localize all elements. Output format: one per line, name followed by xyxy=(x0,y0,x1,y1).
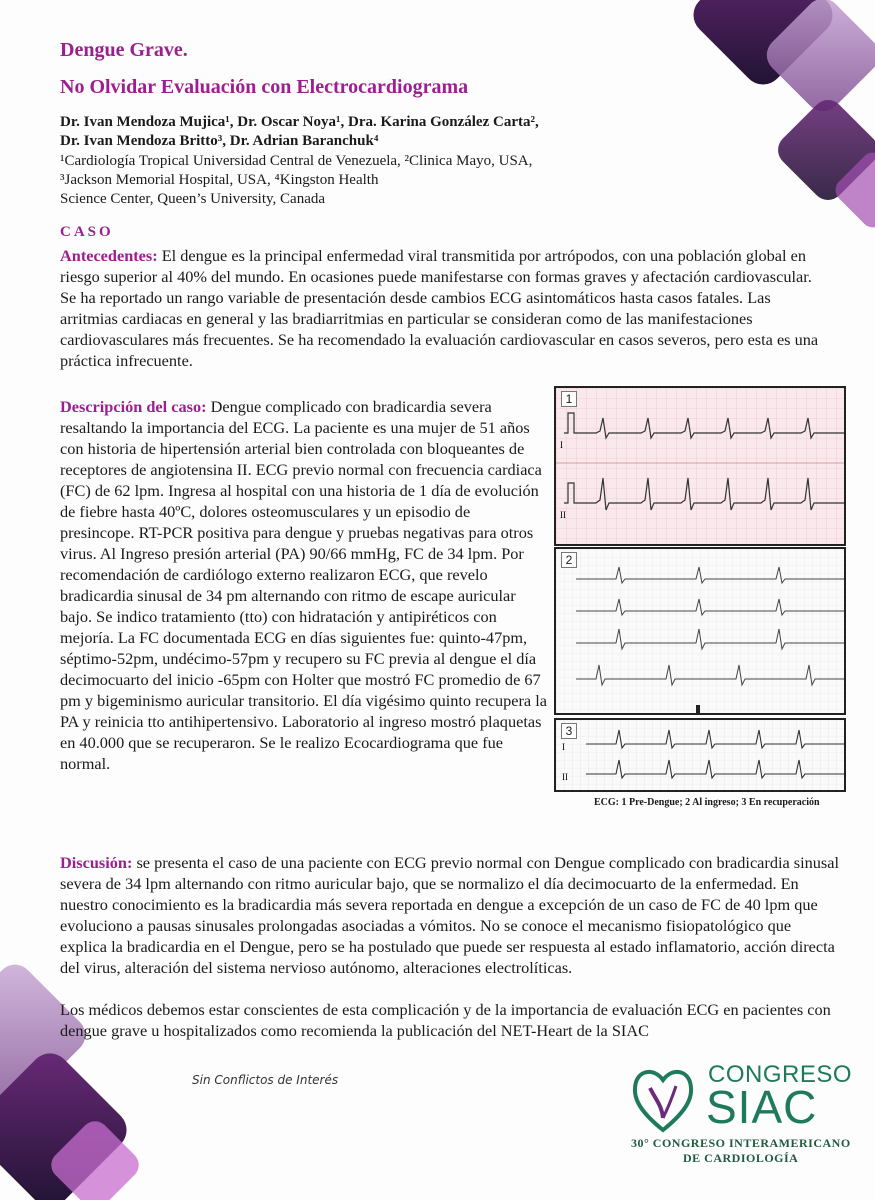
affiliation-line: ³Jackson Memorial Hospital, USA, ⁴Kingston Health xyxy=(60,172,379,188)
section-heading-caso: CASO xyxy=(60,224,114,240)
affiliation-line: ¹Cardiología Tropical Universidad Central de Venezuela, ²Clinica Mayo, USA, xyxy=(60,153,533,169)
discusion-label: Discusión: xyxy=(60,853,133,872)
poster-title: Dengue Grave. xyxy=(60,39,188,61)
logo-siac-text: SIAC xyxy=(706,1081,818,1133)
decorative-corner-top-right xyxy=(668,0,875,240)
ecg-panel-pre-dengue xyxy=(554,386,846,546)
ecg-lead-label: I xyxy=(562,742,565,752)
ecg-trace-ingreso xyxy=(556,549,844,713)
descripcion-label: Descripción del caso: xyxy=(60,397,207,416)
congreso-siac-logo xyxy=(628,1058,853,1168)
ecg-panel-number: 1 xyxy=(561,391,577,407)
logo-congreso-text: CONGRESO xyxy=(708,1061,853,1088)
ecg-lead-label: II xyxy=(560,510,566,520)
ecg-panel-number: 2 xyxy=(561,552,577,568)
affiliation-line: Science Center, Queen’s University, Canada xyxy=(60,191,326,207)
ecg-lead-label: II xyxy=(562,772,568,782)
ecg-panel-ingreso xyxy=(554,547,846,715)
antecedentes-paragraph xyxy=(60,245,830,371)
ecg-trace-pre-dengue xyxy=(556,388,844,544)
heart-icon xyxy=(628,1058,698,1136)
discusion-paragraph xyxy=(60,852,840,978)
ecg-panel-recuperacion xyxy=(554,718,846,792)
ecg-trace-recuperacion xyxy=(556,720,844,790)
descripcion-paragraph xyxy=(60,396,548,774)
discusion-text: se presenta el caso de una paciente con ECG previo normal con Dengue complicado con bradicardia sinusal severa de 34 lpm alternando con ritmo auricular bajo, que se normalizo el día decimocuarto de la enfermedad. En nuestro conocimiento es la bradicardia más severa reportada en dengue a excepción de un caso de FC de 40 lpm que evoluciono a pausas sinusales prolongadas asociadas a vómitos. No se conoce el mecanismo fisiopatológico que explica la bradicardia en el Dengue, pero se ha postulado que puede ser respuesta al estado inflamatorio, acción directa del virus, alteración del sistema nervioso autónomo, alteraciones electrolíticas. xyxy=(60,853,840,977)
conclusion-paragraph: Los médicos debemos estar conscientes de esta complicación y de la importancia de evaluación ECG en pacientes con dengue grave u hospitalizados como recomienda la publicación del NET-Heart de la SIAC xyxy=(60,1000,831,1040)
affiliations xyxy=(60,152,580,209)
ecg-panel-number: 3 xyxy=(561,723,577,739)
ecg-lead-label: I xyxy=(560,440,563,450)
descripcion-text: Dengue complicado con bradicardia severa resaltando la importancia del ECG. La paciente es una mujer de 51 años con historia de hipertensión arterial bien controlada con bloqueantes de receptores de angiotensina II. ECG previo normal con frecuencia cardiaca (FC) de 62 lpm. Ingresa al hospital con una historia de 1 día de evolución de fiebre hasta 40ºC, dolores osteomusculares y un episodio de presincope. RT-PCR positiva para dengue y pruebas negativas para otros virus. Al Ingreso presión arterial (PA) 90/66 mmHg, FC de 34 lpm. Por recomendación de cardiólogo externo realizaron ECG, que revelo bradicardia sinusal de 34 pm alternando con ritmo de escape auricular bajo. Se indico tratamiento (tto) con hidratación y antipiréticos con mejoría. La FC documentada ECG en días siguientes fue: quinto-47pm, séptimo-52pm, undécimo-57pm y recupero su FC previa al dengue el día decimocuarto del inicio -65pm con Holter que mostró FC promedio de 67 pm y bigeminismo auricular transitorio. El día vigésimo quinto recupera la PA y reinicia tto antihipertensivo. Laboratorio al ingreso mostró plaquetas en 40.000 que se recuperaron. Se le realizo Ecocardiograma que fue normal. xyxy=(60,397,547,773)
authors-line: Dr. Ivan Mendoza Britto³, Dr. Adrian Baranchuk⁴ xyxy=(60,133,379,149)
logo-subtitle: 30° CONGRESO INTERAMERICANO xyxy=(631,1136,851,1150)
poster-subtitle: No Olvidar Evaluación con Electrocardiograma xyxy=(60,76,469,98)
decorative-corner-bottom-left xyxy=(0,960,150,1200)
ecg-caption: ECG: 1 Pre-Dengue; 2 Al ingreso; 3 En recuperación xyxy=(594,797,820,808)
antecedentes-label: Antecedentes: xyxy=(60,246,158,265)
conflicts-statement: Sin Conflictos de Interés xyxy=(192,1073,339,1087)
antecedentes-text: El dengue es la principal enfermedad viral transmitida por artrópodos, con una población global en riesgo superior al 40% del mundo. En ocasiones puede manifestarse con formas graves y afectación cardiovascular. Se ha reportado un rango variable de presentación desde cambios ECG asintomáticos hasta casos fatales. Las arritmias cardiacas en general y las bradiarritmias en particular se consideran como de las manifestaciones cardiovasculares más frecuentes. Se ha recomendado la evaluación cardiovascular en casos severos, pero esta es una práctica infrecuente. xyxy=(60,246,819,370)
authors-line: Dr. Ivan Mendoza Mujica¹, Dr. Oscar Noya¹, Dra. Karina González Carta², xyxy=(60,114,539,130)
logo-subtitle: DE CARDIOLOGÍA xyxy=(683,1151,799,1165)
authors xyxy=(60,113,680,151)
